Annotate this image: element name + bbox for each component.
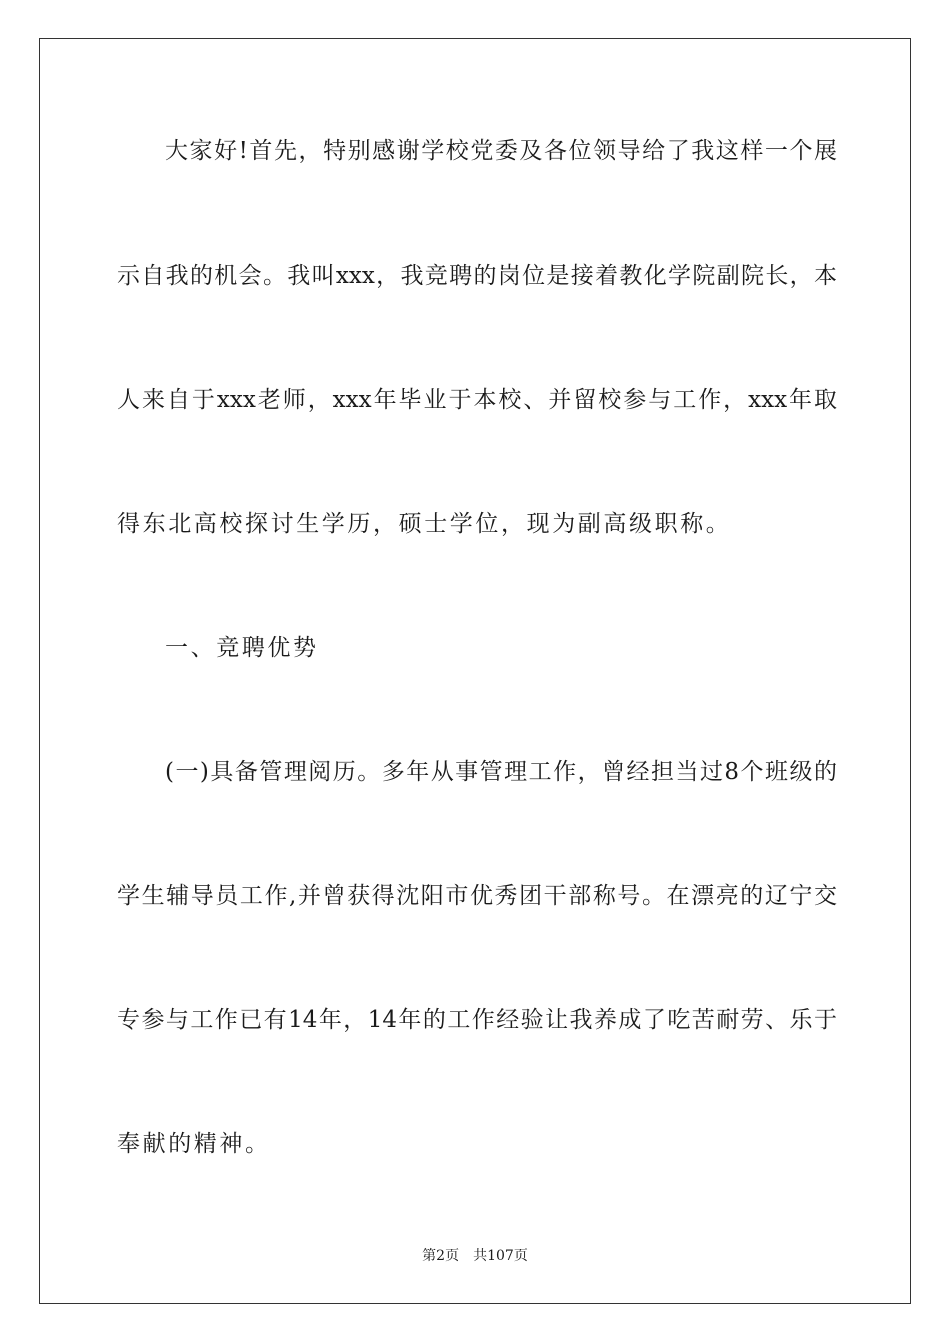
page-border — [39, 38, 911, 1304]
paragraph-line-3: 人来自于xxx老师，xxx年毕业于本校、并留校参与工作，xxx年取 — [117, 387, 837, 413]
page-number: 第2页 — [422, 1248, 460, 1264]
paragraph-line-2: 示自我的机会。我叫xxx，我竞聘的岗位是接着教化学院副院长，本 — [117, 263, 837, 289]
page-footer — [0, 1247, 950, 1265]
total-pages: 共107页 — [473, 1248, 528, 1264]
section-heading: 一、竞聘优势 — [165, 635, 319, 661]
paragraph-line-6: (一)具备管理阅历。多年从事管理工作，曾经担当过8个班级的 — [165, 759, 837, 785]
paragraph-line-8: 专参与工作已有14年，14年的工作经验让我养成了吃苦耐劳、乐于 — [117, 1007, 837, 1033]
paragraph-line-4: 得东北高校探讨生学历，硕士学位，现为副高级职称。 — [117, 511, 732, 537]
paragraph-line-7: 学生辅导员工作,并曾获得沈阳市优秀团干部称号。在漂亮的辽宁交 — [117, 883, 837, 909]
paragraph-line-9: 奉献的精神。 — [117, 1131, 271, 1157]
paragraph-line-1: 大家好!首先，特别感谢学校党委及各位领导给了我这样一个展 — [165, 138, 837, 164]
